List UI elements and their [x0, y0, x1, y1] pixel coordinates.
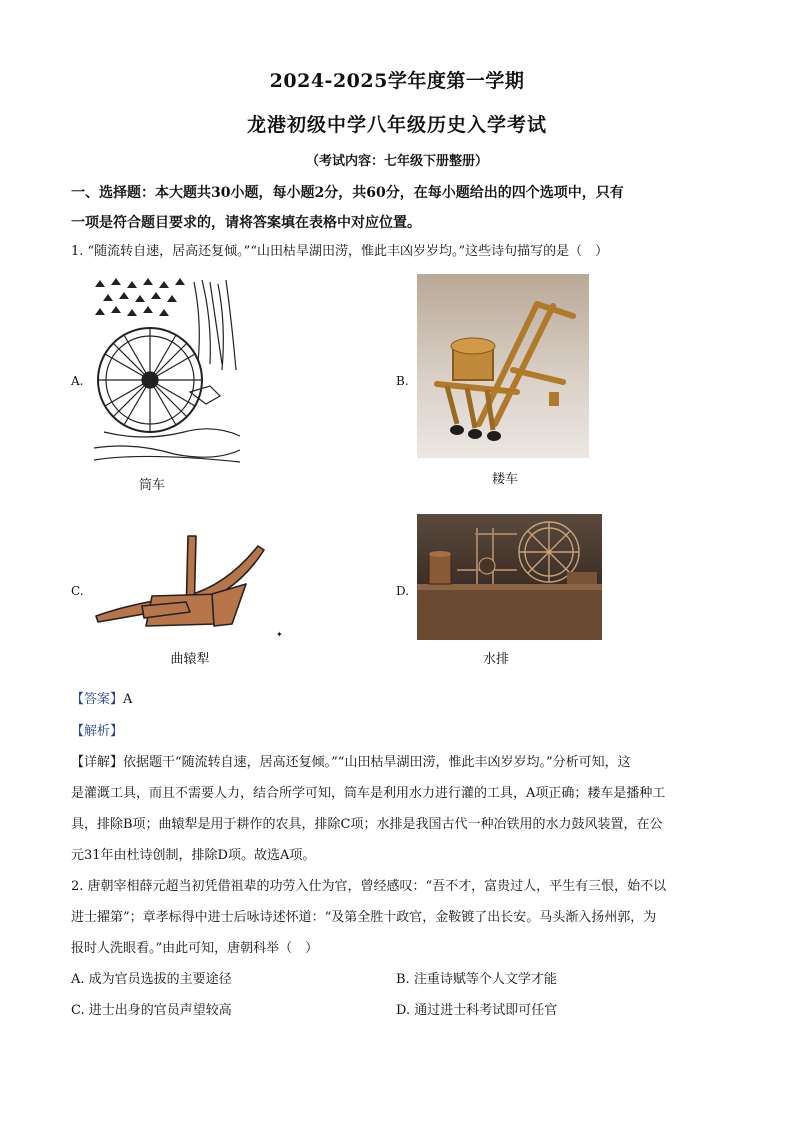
section-heading-line1: 一、选择题：本大题共30小题，每小题2分，共60分，在每小题给出的四个选项中，只有 [71, 185, 624, 201]
q2-option-c-text: 进士出身的官员声望较高 [88, 1003, 232, 1018]
seed-drill-photo [417, 274, 589, 458]
q1-option-a-image [94, 272, 240, 466]
q2-option-b [396, 970, 557, 990]
q2-option-d-label: D. [396, 1003, 411, 1018]
q2-option-d-text: 通过进士科考试即可任官 [414, 1003, 558, 1018]
waterwheel-illustration [94, 272, 240, 466]
q1-stem: 1. “随流转自速，居高还复倾。”“山田枯旱湖田涝，惟此丰凶岁岁均。”这些诗句描写的是（ ） [71, 244, 609, 259]
q1-option-d-label: D. [396, 584, 410, 598]
q2-option-d [396, 1001, 557, 1021]
q1-option-b-image [417, 274, 589, 458]
analysis-tag: 【解析】 [71, 724, 124, 739]
q1-option-c-image [92, 532, 272, 636]
detail-tag: 【详解】 [71, 755, 124, 770]
q2-option-b-label: B. [396, 972, 410, 987]
q1-option-a-label: A. [71, 374, 84, 388]
curved-plough-illustration [92, 532, 272, 636]
q1-answer: A [123, 692, 133, 707]
q2-option-c-label: C. [71, 1003, 85, 1018]
water-bellows-photo [417, 514, 602, 640]
q1-option-d-image [417, 514, 602, 640]
q1-detail-line-1 [71, 753, 631, 773]
q2-option-a [71, 970, 232, 990]
q1-answer-row [71, 690, 132, 710]
q1-option-b-caption: 耧车 [491, 472, 518, 487]
q1-option-c-label: C. [71, 584, 84, 598]
detail-text-1: 依据题干“随流转自速，居高还复倾。”“山田枯旱湖田涝，惟此丰凶岁岁均。”分析可知，这 [123, 755, 631, 770]
q2-stem-line-3: 报时人洗眼看。”由此可知，唐朝科举（ ） [71, 941, 319, 956]
q1-option-a-caption: 筒车 [138, 478, 165, 493]
q2-stem-line-2: 进士擢第”；章孝标得中进士后咏诗述怀道：“及第全胜十政官，金鞍镀了出长安。马头渐入扬州郭，为 [71, 910, 657, 925]
q1-detail-line-3: 具，排除B项；曲辕犁是用于耕作的农具，排除C项；水排是我国古代一种冶铁用的水力鼓风装置，在公 [71, 817, 663, 832]
answer-tag: 【答案】 [71, 692, 124, 707]
q2-option-b-text: 注重诗赋等个人文学才能 [413, 972, 557, 987]
q1-detail-line-4: 元31年由杜诗创制，排除D项。故选A项。 [71, 848, 316, 863]
q2-stem-line-1: 2. 唐朝宰相薛元超当初凭借祖辈的功劳入仕为官，曾经感叹：“吾不才，富贵过人，平生有三恨，始不以 [71, 879, 667, 894]
q1-option-d-caption: 水排 [482, 652, 509, 667]
q1-option-c-caption: 曲辕犁 [170, 652, 210, 667]
q1-detail-line-2: 是灌溉工具，而且不需要人力，结合所学可知，筒车是利用水力进行灌的工具，A项正确；耧车是播种工 [71, 786, 666, 801]
q2-option-c [71, 1001, 232, 1021]
section-heading-line2: 一项是符合题目要求的，请将答案填在表格中对应位置。 [71, 215, 421, 231]
exam-subtitle: （考试内容：七年级下册整册） [305, 154, 488, 169]
exam-title-year: 2024-2025学年度第一学期 [269, 70, 525, 92]
q2-option-a-text: 成为官员选拔的主要途径 [88, 972, 232, 987]
stray-mark-icon: ✦ [276, 630, 283, 639]
q2-option-a-label: A. [71, 972, 85, 987]
exam-title: 龙港初级中学八年级历史入学考试 [246, 114, 547, 136]
q1-option-b-label: B. [396, 374, 409, 388]
